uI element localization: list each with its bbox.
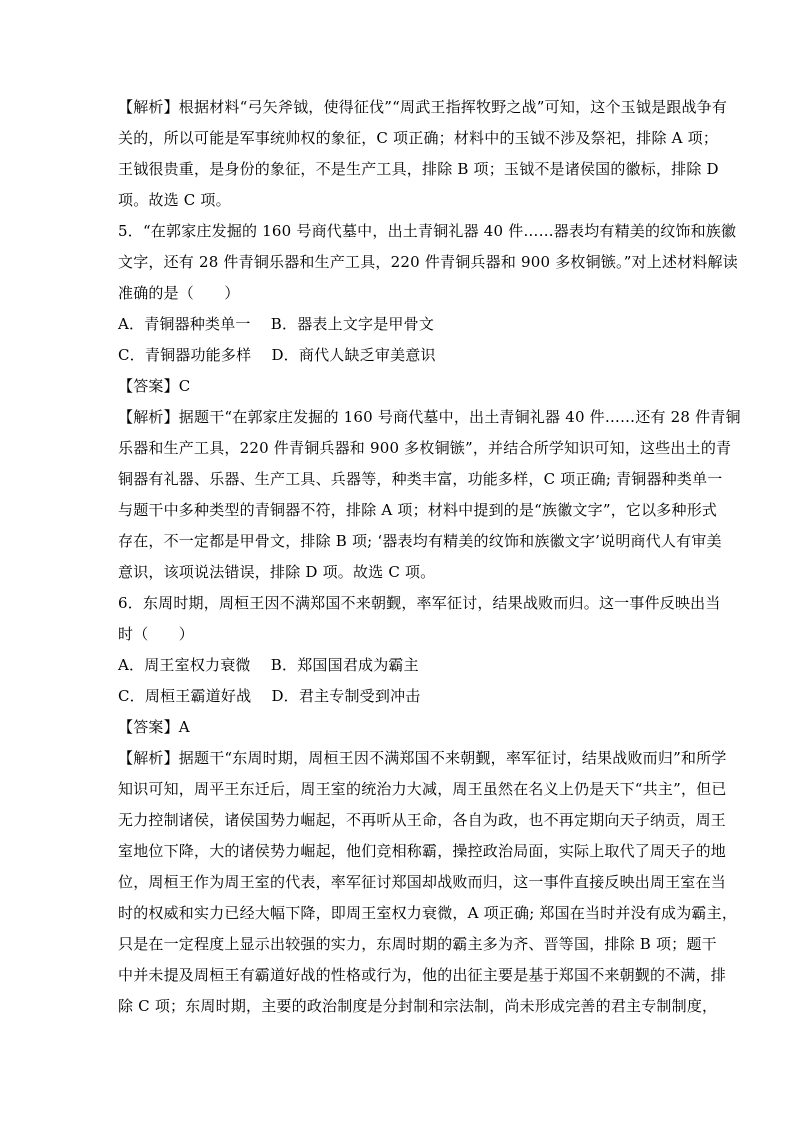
analysis-line: 【解析】据题干“东周时期，周桓王因不满郑国不来朝觐，率军征讨，结果战败而归”和所学 <box>118 749 727 767</box>
text-line: 只是在一定程度上显示出较强的实力，东周时期的霸主多为齐、晋等国，排除 B 项；题干 <box>118 935 717 953</box>
text-line: 铜器有礼器、乐器、生产工具、兵器等，种类丰富，功能多样，C 项正确; 青铜器种类单一 <box>118 470 723 488</box>
text-line: 时的权威和实力已经大幅下降，即周王室权力衰微，A 项正确; 郑国在当时并没有成为霸主， <box>118 904 738 922</box>
text-line: 存在，不一定都是甲骨文，排除 B 项; ‘器表均有精美的纹饰和族徽文字’说明商代人有审美 <box>118 532 722 550</box>
text-line: 文字，还有 28 件青铜乐器和生产工具，220 件青铜兵器和 900 多枚铜镞。”对上述材料解读 <box>118 253 738 271</box>
text-line: 准确的是（ ） <box>118 284 240 302</box>
analysis-line: 【解析】据题干“在郭家庄发掘的 160 号商代墓中，出土青铜礼器 40 件……还有 28 件青铜 <box>118 408 741 426</box>
text-line: 室地位下降，大的诸侯势力崛起，他们竞相称霸，操控政治局面，实际上取代了周天子的地 <box>118 842 727 860</box>
answer-label: 【答案】A <box>118 718 190 736</box>
text-line: 位，周桓王作为周王室的代表，率军征讨郑国却战败而归，这一事件直接反映出周王室在当 <box>118 873 727 891</box>
text-line: 项。故选 C 项。 <box>118 191 231 209</box>
answer-options: C．青铜器功能多样 D．商代人缺乏审美意识 <box>118 346 436 364</box>
answer-label: 【答案】C <box>118 377 191 395</box>
text-line: 时（ ） <box>118 625 195 643</box>
text-line: 意识，该项说法错误，排除 D 项。故选 C 项。 <box>118 563 436 581</box>
text-line: 除 C 项；东周时期，主要的政治制度是分封制和宗法制，尚未形成完善的君主专制制度， <box>118 997 718 1015</box>
text-line: 关的，所以可能是军事统帅权的象征，C 项正确；材料中的玉钺不涉及祭祀，排除 A 项； <box>118 129 719 147</box>
question-stem: 6．东周时期，周桓王因不满郑国不来朝觐，率军征讨，结果战败而归。这一事件反映出当 <box>118 594 721 612</box>
text-line: 知识可知，周平王东迁后，周王室的统治力大减，周王虽然在名义上仍是天下“共主”，但已 <box>118 780 727 798</box>
answer-options: C．周桓王霸道好战 D．君主专制受到冲击 <box>118 687 421 705</box>
text-line: 乐器和生产工具，220 件青铜兵器和 900 多枚铜镞”，并结合所学知识可知，这些出土的青 <box>118 439 732 457</box>
text-line: 王钺很贵重，是身份的象征，不是生产工具，排除 B 项；玉钺不是诸侯国的徽标，排除 D <box>118 160 719 178</box>
text-line: 无力控制诸侯，诸侯国势力崛起，不再听从王命，各自为政，也不再定期向天子纳贡，周王 <box>118 811 727 829</box>
text-line: 中并未提及周桓王有霸道好战的性格或行为，他的出征主要是基于郑国不来朝觐的不满，排 <box>118 966 727 984</box>
answer-options: A．周王室权力衰微 B．郑国国君成为霸主 <box>118 656 419 674</box>
text-line: 【解析】根据材料“弓矢斧钺，使得征伐”“周武王指挥牧野之战”可知，这个玉钺是跟战争有 <box>118 98 728 116</box>
question-stem: 5．“在郭家庄发掘的 160 号商代墓中，出土青铜礼器 40 件……器表均有精美的纹饰和族徽 <box>118 222 737 240</box>
answer-options: A．青铜器种类单一 B．器表上文字是甲骨文 <box>118 315 435 333</box>
text-line: 与题干中多种类型的青铜器不符，排除 A 项；材料中提到的是“族徽文字”，它以多种形式 <box>118 501 718 519</box>
